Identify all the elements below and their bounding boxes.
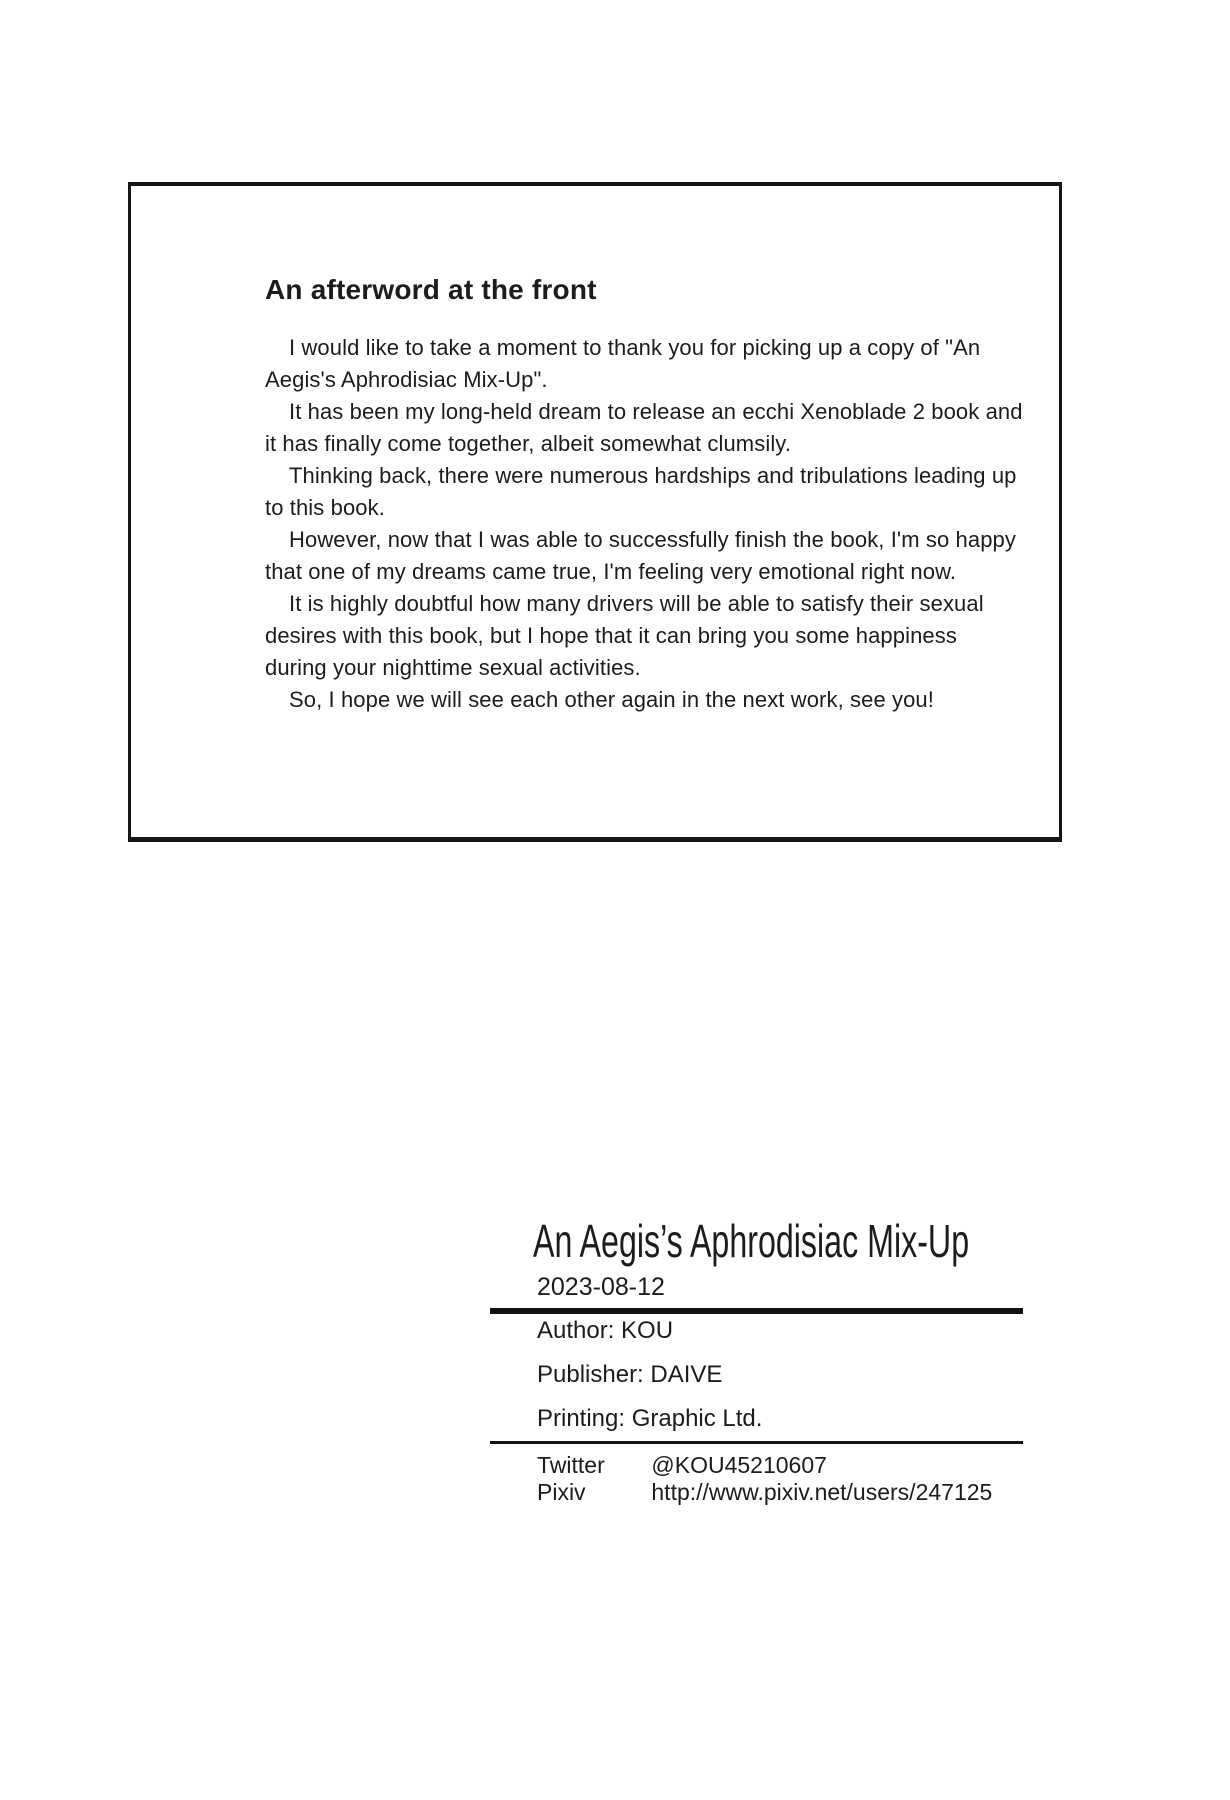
afterword-paragraph-1: I would like to take a moment to thank you for picking up a copy of "An Aegis's Aphrodisiac Mix-Up".: [265, 335, 981, 392]
pixiv-label: Pixiv: [537, 1479, 586, 1505]
afterword-body: [265, 332, 1023, 716]
afterword-paragraph-6: So, I hope we will see each other again in the next work, see you!: [289, 687, 934, 712]
afterword-heading: An afterword at the front: [265, 274, 597, 305]
twitter-label: Twitter: [537, 1452, 605, 1478]
afterword-box: [128, 182, 1062, 842]
afterword-paragraph-4: However, now that I was able to successfully finish the book, I'm so happy that one of my dreams came true, I'm feeling very emotional right now.: [265, 527, 1016, 584]
publication-date: 2023-08-12: [537, 1273, 665, 1301]
pixiv-url: http://www.pixiv.net/users/247125: [651, 1479, 993, 1505]
credit-author: Author: KOU: [537, 1317, 674, 1344]
book-title: An Aegis’s Aphrodisiac Mix-Up: [533, 1215, 970, 1267]
twitter-row: [537, 1452, 992, 1479]
credit-printing: Printing: Graphic Ltd.: [537, 1405, 763, 1432]
credits-block: [537, 1318, 762, 1450]
afterword-paragraph-5: It is highly doubtful how many drivers will be able to satisfy their sexual desires with this book, but I hope that it can bring you some happiness during your nighttime sexual activities.: [265, 591, 984, 680]
divider-thick: [490, 1308, 1023, 1314]
twitter-handle: @KOU45210607: [651, 1452, 827, 1478]
afterword-paragraph-3: Thinking back, there were numerous hardships and tribulations leading up to this book.: [265, 463, 1017, 520]
divider-thin: [490, 1441, 1023, 1444]
credit-publisher: Publisher: DAIVE: [537, 1361, 723, 1388]
afterword-paragraph-2: It has been my long-held dream to release an ecchi Xenoblade 2 book and it has finally come together, albeit somewhat clumsily.: [265, 399, 1023, 456]
links-block: [537, 1452, 992, 1506]
pixiv-row: [537, 1479, 992, 1506]
